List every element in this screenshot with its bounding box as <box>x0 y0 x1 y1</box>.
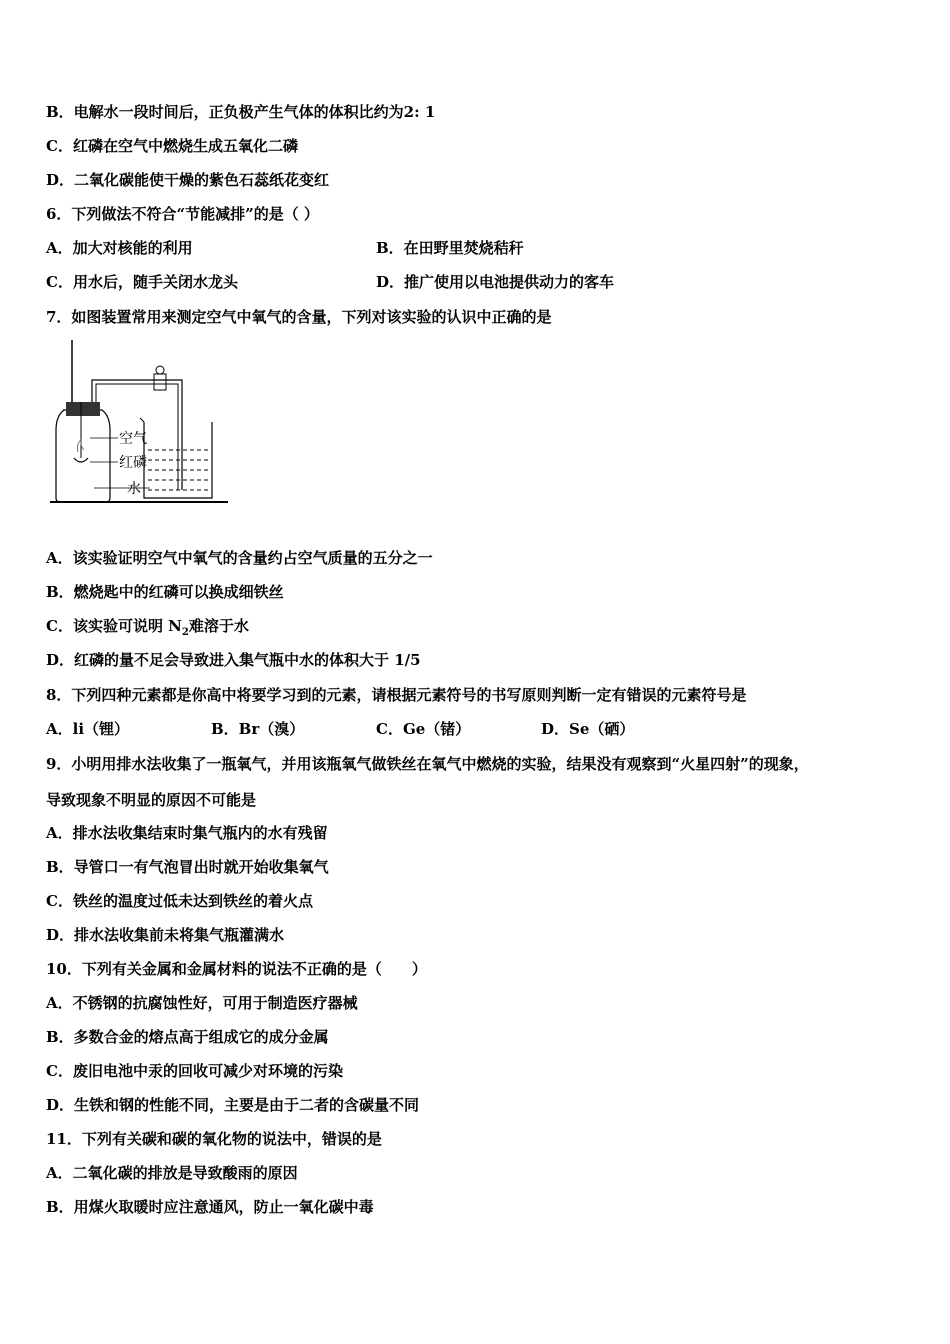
q10-option-d: D．生铁和钢的性能不同，主要是由于二者的含碳量不同 <box>46 1096 420 1114</box>
q11-option-a: A．二氧化碳的排放是导致酸雨的原因 <box>46 1164 298 1182</box>
q10-option-b: B．多数合金的熔点高于组成它的成分金属 <box>46 1028 329 1046</box>
q7-option-c-post: 难溶于水 <box>188 617 249 635</box>
q6-option-a: A．加大对核能的利用 <box>46 239 193 257</box>
clamp-screw <box>156 366 164 374</box>
q9-stem-line-1: 9．小明用排水法收集了一瓶氧气，并用该瓶氧气做铁丝在氧气中燃烧的实验，结果没有观察到“火星四射”的现象， <box>46 755 809 773</box>
q9-option-c: C．铁丝的温度过低未达到铁丝的着火点 <box>46 892 313 910</box>
q6-option-c: C．用水后，随手关闭水龙头 <box>46 273 238 291</box>
q10-stem: 10．下列有关金属和金属材料的说法不正确的是（ ） <box>46 960 427 978</box>
label-water: 水 <box>127 481 141 497</box>
q11-stem: 11．下列有关碳和碳的氧化物的说法中，错误的是 <box>46 1130 382 1148</box>
q5-option-b: B．电解水一段时间后，正负极产生气体的体积比约为2: 1 <box>46 103 436 121</box>
q7-option-c-sub: 2 <box>181 627 189 638</box>
q7-stem: 7．如图装置常用来测定空气中氧气的含量，下列对该实验的认识中正确的是 <box>46 308 552 326</box>
q10-option-a: A．不锈钢的抗腐蚀性好，可用于制造医疗器械 <box>46 994 358 1012</box>
tube-clamp <box>154 374 166 390</box>
label-air: 空气 <box>119 431 147 447</box>
q8-stem: 8．下列四种元素都是你高中将要学习到的元素，请根据元素符号的书写原则判断一定有错误的元素符号是 <box>46 686 747 704</box>
q8-option-c: C．Ge（锗） <box>376 720 471 738</box>
q8-option-d: D．Se（硒） <box>541 720 635 738</box>
q5-option-c: C．红磷在空气中燃烧生成五氧化二磷 <box>46 137 298 155</box>
q6-stem: 6．下列做法不符合“节能减排”的是（ ） <box>46 205 319 223</box>
q7-option-c-pre: C．该实验可说明 N <box>46 617 182 635</box>
q8-option-b: B．Br（溴） <box>211 720 305 738</box>
q9-option-b: B．导管口一有气泡冒出时就开始收集氧气 <box>46 858 329 876</box>
q9-option-d: D．排水法收集前未将集气瓶灌满水 <box>46 926 285 944</box>
q7-option-b: B．燃烧匙中的红磷可以换成细铁丝 <box>46 583 284 601</box>
oxygen-experiment-figure <box>50 340 240 510</box>
q10-option-c: C．废旧电池中汞的回收可减少对环境的污染 <box>46 1062 343 1080</box>
q8-option-a: A．li（锂） <box>46 720 130 738</box>
q6-option-d: D．推广使用以电池提供动力的客车 <box>376 273 615 291</box>
q7-option-c <box>46 616 249 643</box>
combustion-spoon <box>74 458 88 462</box>
q11-option-b: B．用煤火取暖时应注意通风，防止一氧化碳中毒 <box>46 1198 374 1216</box>
q9-option-a: A．排水法收集结束时集气瓶内的水有残留 <box>46 824 328 842</box>
bottle-stopper <box>66 402 100 416</box>
q9-stem-line-2: 导致现象不明显的原因不可能是 <box>46 791 257 809</box>
q7-option-d: D．红磷的量不足会导致进入集气瓶中水的体积大于 1/5 <box>46 651 421 669</box>
q7-option-a: A．该实验证明空气中氧气的含量约占空气质量的五分之一 <box>46 549 433 567</box>
q5-option-d: D．二氧化碳能使干燥的紫色石蕊纸花变红 <box>46 171 330 189</box>
label-red-phosphorus: 红磷 <box>119 455 147 471</box>
q6-option-b: B．在田野里焚烧秸秆 <box>376 239 524 257</box>
beaker-lip <box>140 418 144 422</box>
